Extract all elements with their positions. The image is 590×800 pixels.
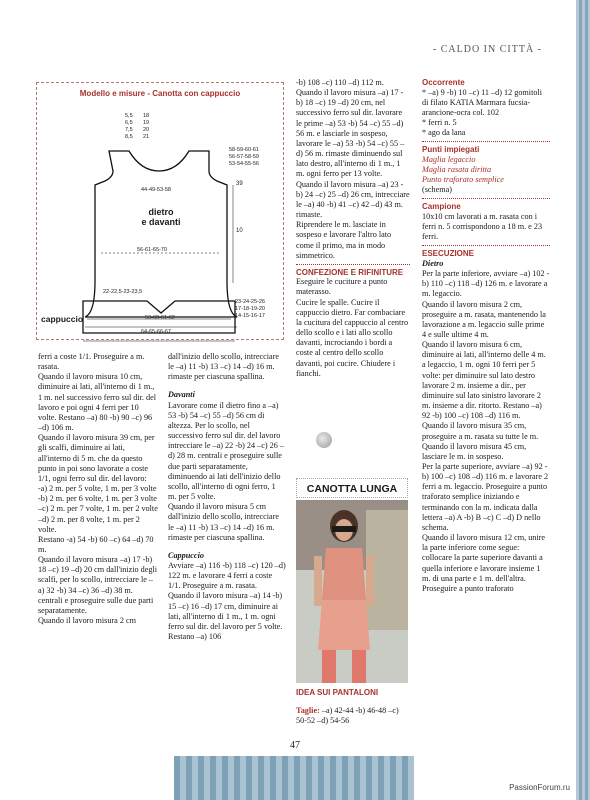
cappuccio-text: Avviare –a) 116 -b) 118 –c) 120 –d) 122 m. e lavorare 4 ferri a coste 1/1. Proseguire a m. rasata. bbox=[168, 560, 286, 591]
hood-right-2: 17-18-19-20 bbox=[235, 306, 265, 312]
confezione-title: CONFEZIONE E RIFINITURE bbox=[296, 267, 404, 277]
side-measure-10: 10 bbox=[236, 228, 243, 234]
campione-title: Campione bbox=[422, 202, 461, 212]
dietro-davanti-label: dietro e davanti bbox=[141, 207, 181, 228]
side-measure-39: 39 bbox=[236, 181, 243, 187]
canotta-title: CANOTTA LUNGA bbox=[296, 478, 408, 498]
col1-para-6: –c) 2 m. per 7 volte, 1 m. per 2 volte bbox=[38, 504, 158, 514]
hem-measure: 56-61-65-70 bbox=[137, 247, 167, 253]
col1-para-2: Quando il lavoro misura 10 cm, diminuire ai lati, all'interno di 1 m., 1 m. nel successivo ferro sul dir. del lavoro e poi ogni 4 ferri per 10 volte. Restano –a) 80 -b) 90 –c) 96 –d) 106 m. bbox=[38, 372, 157, 433]
cappuccio-title: Cappuccio bbox=[168, 550, 204, 560]
knit-swatch-image bbox=[174, 756, 414, 800]
hood-right-1: 23-24-25-26 bbox=[235, 299, 265, 305]
occorrente-item-2: * ferri n. 5 bbox=[422, 117, 457, 127]
chest-measure: 44-49-53-58 bbox=[141, 187, 171, 193]
confezione-text: Eseguire le cuciture a punto materasso. bbox=[296, 277, 388, 297]
davanti-text-2: Quando il lavoro misura 5 cm dall'inizio dello scollo, intrecciare le –a) 11 -b) 13 –c) 14 –d) 16 m. rimaste per ciascuna spallina. bbox=[168, 502, 280, 542]
col1-para-1: ferri a coste 1/1. Proseguire a m. rasata. bbox=[38, 352, 145, 372]
dietro-text-3: Quando il lavoro misura 6 cm, diminuire ai lati, all'interno delle 4 m. a legaccio, 1 m. ogni 10 ferri per 5 volte: per diminuire sul lato destro lavorare 2 m. insieme a dir., per diminuire sul lato sinistro lavorare 2 m. insieme a dir. ritorto. Restano –a) 92 -b) 100 –c) 108 –d) 116 m. bbox=[422, 340, 546, 421]
col3-text-2: Quando il lavoro misura –a) 23 -b) 24 –c) 25 –d) 26 cm, intrecciare le –a) 40 -b) 41 –c) 42 –d) 43 m. rimaste. bbox=[296, 179, 410, 220]
occorrente-title: Occorrente bbox=[422, 78, 465, 87]
neck-measure-2: 6,5 bbox=[125, 120, 133, 126]
davanti-text: Lavorare come il dietro fino a –a) 53 -b) 54 –c) 55 –d) 56 cm di altezza. Per lo scollo, nel successivo ferro sul dir. del lavoro intrecciare le –a) 22 -b) 24 –c) 26 –d) 28 m. centrali e proseguire sulle due parti separatamente, diminuendo ai lati dell'inizio dello scollo, all'interno di ogni ferro, 1 m. per 5 volte. bbox=[168, 400, 284, 502]
taglie-label: Taglie: bbox=[296, 706, 320, 715]
dietro-text: Per la parte inferiore, avviare –a) 102 -b) 110 –c) 118 –d) 126 m. e lavorare a m. legaccio. bbox=[422, 269, 550, 299]
schematic-title: Modello e misure - Canotta con cappuccio bbox=[79, 89, 241, 98]
page-number: 47 bbox=[290, 740, 300, 751]
neck-measure-6: 19 bbox=[143, 120, 150, 126]
divider bbox=[296, 264, 410, 265]
schematic-box bbox=[36, 82, 284, 340]
dietro-text-4: Quando il lavoro misura 35 cm, proseguire a m. rasata su tutte le m. bbox=[422, 421, 539, 441]
column-1 bbox=[38, 352, 158, 626]
campione-text: 10x10 cm lavorati a m. rasata con i ferri n. 5 corrispondono a 18 m. e 23 ferri. bbox=[422, 211, 543, 242]
neck-measure-3: 7,5 bbox=[125, 127, 133, 133]
running-title: - CALDO IN CITTÀ - bbox=[432, 44, 542, 55]
col1-para-4: -a) 2 m. per 5 volte, 1 m. per 3 volte bbox=[38, 484, 157, 494]
col1-para-8: Restano -a) 54 -b) 60 –c) 64 –d) 70 m. bbox=[38, 534, 154, 554]
dietro-text-5: Quando il lavoro misura 45 cm, lasciare le m. in sospeso. bbox=[422, 441, 527, 461]
watermark: PassionForum.ru bbox=[509, 783, 570, 792]
punti-title: Punti impiegati bbox=[422, 145, 480, 155]
col3-top-text: -b) 108 –c) 110 –d) 112 m. Quando il lavoro misura –a) 17 -b) 18 –c) 19 –d) 20 cm, nel successivo ferro sul dir. lavorare le prime –a) 53 -b) 54 –c) 55 –d) 56 m. e lasciarle in sospeso, lavorare le –a) 53 -b) 54 –c) 55 –d) 56 m. rimaste diminuendo sul lato destro, all'interno di 1 m., 1 m. ogni ferro per 13 volte. bbox=[296, 78, 405, 179]
neck-measure-5: 18 bbox=[143, 113, 150, 119]
punti-note: (schema) bbox=[422, 185, 453, 195]
col3-text-3: Riprendere le m. lasciate in sospeso e lavorare l'altro lato come il primo, ma in modo simmetrico. bbox=[296, 220, 392, 260]
neck-measure-7: 20 bbox=[143, 127, 150, 133]
shoulder-measure-2: 56-57-58-59 bbox=[229, 154, 259, 160]
punto-3: Punto traforato semplice bbox=[422, 175, 504, 185]
neck-measure-1: 5,5 bbox=[125, 113, 133, 119]
photo-caption: IDEA SUI PANTALONI bbox=[296, 688, 379, 697]
esecuzione-title: ESECUZIONE bbox=[422, 249, 475, 259]
column-4 bbox=[422, 78, 550, 594]
punto-1: Maglia legaccio bbox=[422, 154, 476, 164]
col1-para-5: -b) 2 m. per 6 volte, 1 m. per 3 volte bbox=[38, 494, 157, 504]
model-photo bbox=[296, 500, 408, 683]
column-2 bbox=[168, 352, 286, 642]
col2-intro: dall'inizio dello scollo, intrecciare le –a) 11 -b) 13 –c) 14 –d) 16 m. rimaste per ciascuna spallina. bbox=[168, 352, 280, 382]
knit-texture-strip bbox=[576, 0, 590, 800]
shoulder-measure-1: 58-59-60-61 bbox=[229, 147, 259, 153]
dietro-title: Dietro bbox=[422, 258, 444, 268]
col1-para-7: –d) 2 m. per 8 volte, 1 m. per 2 volte. bbox=[38, 514, 140, 534]
cappuccio-text-2: Quando il lavoro misura –a) 14 -b) 15 –c) 16 –d) 17 cm, diminuire ai lati, all'interno di 1 m., 1 m. ogni ferro sul dir. del lavoro per 5 volte. Restano –a) 106 bbox=[168, 591, 283, 642]
hood-label: cappuccio bbox=[41, 314, 84, 324]
shoulder-measure-3: 53-54-55-56 bbox=[229, 161, 259, 167]
confezione-text-2: Cucire le spalle. Cucire il cappuccio dietro. Far combaciare la cucitura del cappuccio al centro dello scollo e i lati allo scollo davanti, incrociando i bordi a coste al centro dello scollo davanti, poi cucire. Chiudere i fianchi. bbox=[296, 297, 409, 378]
hood-top-measure: 22-22,5-23-23,5 bbox=[103, 289, 143, 295]
dietro-text-2: Quando il lavoro misura 2 cm, proseguire a m. rasata, mantenendo la lavorazione a m. legaccio sulle prime 4 e sulle ultime 4 m. bbox=[422, 299, 546, 339]
yarn-ball-icon bbox=[316, 432, 332, 448]
col1-para-3: Quando il lavoro misura 39 cm, per gli scalfi, diminuire ai lati, all'interno di 5 m. che da questo punto in poi sono lavorate a coste 1/1, ogni ferro sul dir. del lavoro: bbox=[38, 433, 155, 483]
occorrente-item-3: * ago da lana bbox=[422, 128, 466, 138]
column-3 bbox=[296, 78, 410, 379]
hood-right-3: 14-15-16-17 bbox=[235, 313, 265, 319]
divider bbox=[422, 198, 550, 199]
davanti-title: Davanti bbox=[168, 390, 195, 400]
punto-2: Maglia rasata diritta bbox=[422, 164, 492, 174]
hood-inner-measure: 59-60-61-62 bbox=[145, 315, 175, 321]
occorrente-item-1: * –a) 9 -b) 10 –c) 11 –d) 12 gomitoli di filato KATIA Marmara fucsia-arancione-ocra col. 102 bbox=[422, 87, 542, 117]
dietro-text-7: Quando il lavoro misura 12 cm, unire la parte inferiore come segue: collocare la parte superiore davanti a quella inferiore e lavorare insieme 1 m. di una parte e 1 m. dell'altra. Proseguire a punto traforato bbox=[422, 533, 546, 593]
divider bbox=[422, 245, 550, 246]
taglie-block bbox=[296, 706, 408, 726]
hood-bottom-measure: 64-65-66-67 bbox=[141, 329, 171, 335]
dietro-text-6: Per la parte superiore, avviare –a) 92 -b) 100 –c) 108 –d) 116 m. e lavorare 2 ferri a m. legaccio. Proseguire a punto traforato semplice iniziando e terminando con la m. indicata dalla lettera –a) A -b) B –c) C –d) D nello schema. bbox=[422, 462, 549, 532]
col1-para-9: Quando il lavoro misura –a) 17 -b) 18 –c) 19 –d) 20 cm dall'inizio degli scalfi, per lo scollo, intrecciare le –a) 32 -b) 34 –c) 36 –d) 38 m. centrali e proseguire sulle due parti separatamente. bbox=[38, 555, 158, 615]
divider bbox=[422, 141, 550, 142]
neck-measure-8: 21 bbox=[143, 134, 150, 140]
taglie-text: –a) 42-44 -b) 46-48 –c) 50-52 –d) 54-56 bbox=[296, 706, 399, 726]
col1-para-10: Quando il lavoro misura 2 cm bbox=[38, 616, 137, 626]
neck-measure-4: 8,5 bbox=[125, 134, 133, 140]
